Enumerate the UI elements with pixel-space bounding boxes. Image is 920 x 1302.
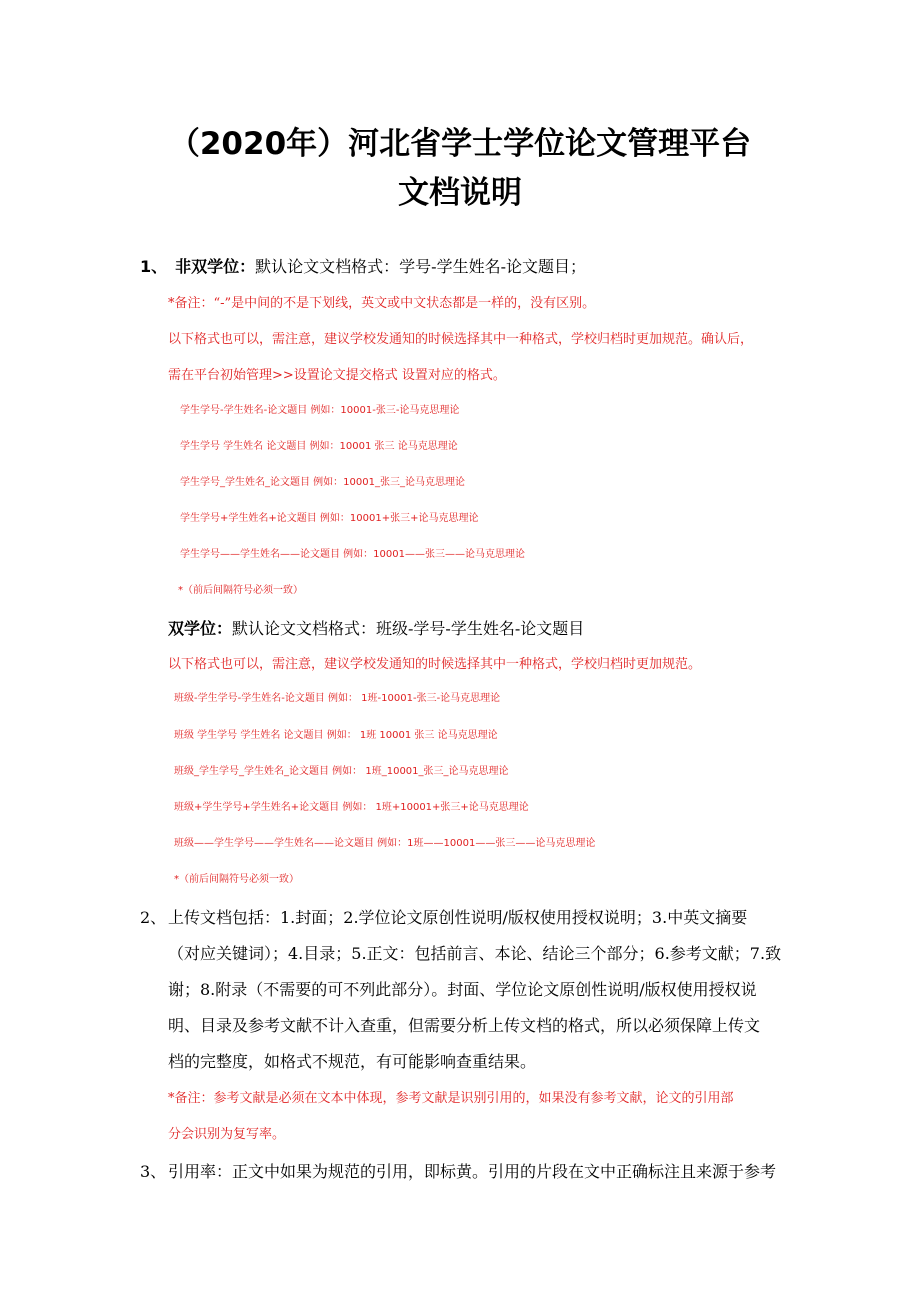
format-example: 学生学号+学生姓名+论文题目 例如：10001+张三+论马克思理论 <box>180 513 479 524</box>
separator-note: *（前后间隔符号必须一致） <box>178 585 303 596</box>
section2-note-line1: *备注：参考文献是必须在文本中体现，参考文献是识别引用的，如果没有参考文献，论文的引用部 <box>168 1091 734 1106</box>
format-example: 学生学号-学生姓名-论文题目 例如：10001-张三-论马克思理论 <box>180 405 460 416</box>
format-example: 学生学号——学生姓名——论文题目 例如：10001——张三——论马克思理论 <box>180 549 525 560</box>
section3-number: 3、 <box>140 1162 167 1181</box>
section1-label: 非双学位： <box>175 257 256 276</box>
section1b-heading <box>168 616 584 639</box>
section1-note: *备注：“-”是中间的不是下划线，英文或中文状态都是一样的，没有区别。 <box>168 296 596 311</box>
format-example: 学生学号 学生姓名 论文题目 例如：10001 张三 论马克思理论 <box>180 441 458 452</box>
format-example: 班级——学生学号——学生姓名——论文题目 例如：1班——10001——张三——论马克思理论 <box>174 838 596 849</box>
section1b-text: 默认论文文档格式：班级-学号-学生姓名-论文题目 <box>232 619 585 638</box>
format-example: 班级+学生学号+学生姓名+论文题目 例如： 1班+10001+张三+论马克思理论 <box>174 802 529 813</box>
format-example: 学生学号_学生姓名_论文题目 例如：10001_张三_论马克思理论 <box>180 477 465 488</box>
section2-line: 明、目录及参考文献不计入查重，但需要分析上传文档的格式，所以必须保障上传文 <box>168 1016 761 1035</box>
section1-text: 默认论文文档格式：学号-学生姓名-论文题目； <box>255 257 586 276</box>
section1-heading <box>140 254 586 277</box>
section1b-label: 双学位： <box>168 619 233 638</box>
section1-number: 1、 <box>140 257 168 276</box>
section2-line: 档的完整度，如格式不规范，有可能影响查重结果。 <box>168 1052 537 1071</box>
section2-note-line2: 分会识别为复写率。 <box>168 1127 286 1142</box>
format-example: 班级-学生学号-学生姓名-论文题目 例如： 1班-10001-张三-论马克思理论 <box>174 693 501 704</box>
section1-note2-line1: 以下格式也可以，需注意，建议学校发通知的时候选择其中一种格式，学校归档时更加规范。确认后， <box>168 332 754 347</box>
separator-note: *（前后间隔符号必须一致） <box>174 874 299 885</box>
format-example: 班级 学生学号 学生姓名 论文题目 例如： 1班 10001 张三 论马克思理论 <box>174 730 498 741</box>
section2-line: 谢；8.附录（不需要的可不列此部分）。封面、学位论文原创性说明/版权使用授权说 <box>168 980 757 999</box>
format-example: 班级_学生学号_学生姓名_论文题目 例如： 1班_10001_张三_论马克思理论 <box>174 766 509 777</box>
section1-note2-line2: 需在平台初始管理>>设置论文提交格式 设置对应的格式。 <box>168 368 506 383</box>
section3-text: 引用率：正文中如果为规范的引用，即标黄。引用的片段在文中正确标注且来源于参考 <box>168 1162 777 1181</box>
section2-number: 2、 <box>140 908 167 927</box>
document-title: （2020年）河北省学士学位论文管理平台 <box>168 126 752 162</box>
section2-line: （对应关键词）；4.目录；5.正文：包括前言、本论、结论三个部分；6.参考文献；7.致 <box>168 944 782 963</box>
section2-line: 上传文档包括：1.封面；2.学位论文原创性说明/版权使用授权说明；3.中英文摘要 <box>168 908 748 927</box>
document-subtitle: 文档说明 <box>398 175 522 211</box>
section1b-note: 以下格式也可以，需注意，建议学校发通知的时候选择其中一种格式，学校归档时更加规范。 <box>168 657 702 672</box>
